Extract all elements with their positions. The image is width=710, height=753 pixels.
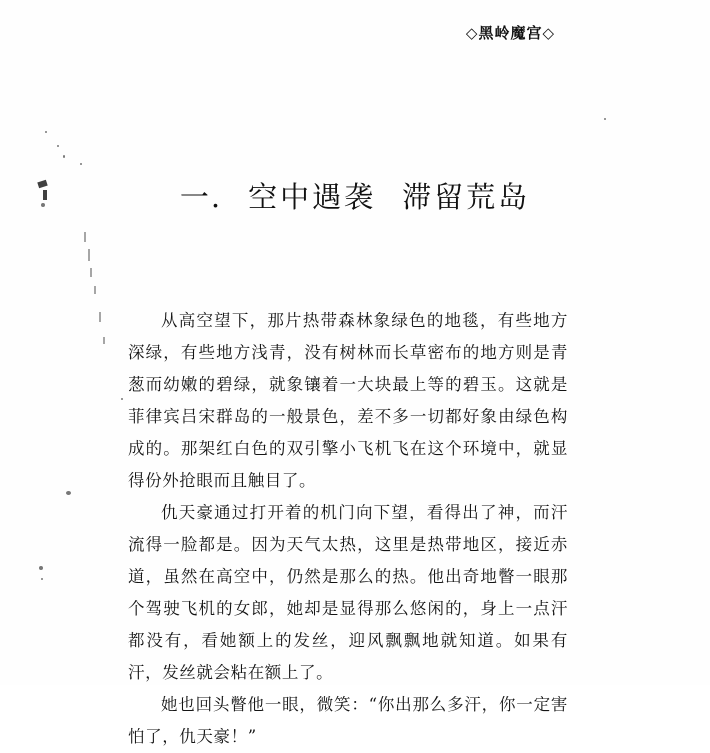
paragraph: 她也回头瞥他一眼，微笑：“你出那么多汗，你一定害怕了，仇天豪！” bbox=[128, 695, 568, 746]
scan-artifact bbox=[41, 578, 43, 580]
scan-artifact bbox=[604, 118, 606, 120]
scan-artifact bbox=[63, 155, 65, 158]
scan-artifact bbox=[103, 337, 105, 344]
paragraph: 从高空望下，那片热带森林象绿色的地毯，有些地方深绿，有些地方浅青，没有树林而长草密布的地方则是青葱而幼嫩的碧绿，就象镶着一大块最上等的碧玉。这就是菲律宾吕宋群岛的一般景色，差不多一切都好象由绿色构成的。那架红白色的双引擎小飞机飞在这个环境中，就显得份外抢眼而且触目了。 bbox=[128, 311, 568, 490]
scan-artifact bbox=[57, 145, 59, 147]
scan-artifact bbox=[99, 312, 101, 322]
scan-artifact bbox=[94, 286, 96, 294]
scan-artifact bbox=[84, 232, 86, 242]
scan-artifact bbox=[80, 163, 82, 165]
scan-artifact bbox=[90, 268, 92, 277]
chapter-number: 一. bbox=[179, 180, 223, 214]
scan-artifact bbox=[45, 131, 47, 133]
scan-artifact bbox=[43, 190, 47, 200]
scan-artifact bbox=[88, 249, 90, 261]
running-head: ◇黑岭魔宫◇ bbox=[465, 24, 555, 42]
paragraph: 仇天豪通过打开着的机门向下望，看得出了神，而汗流得一脸都是。因为天气太热，这里是热带地区，接近赤道，虽然在高空中，仍然是那么的热。他出奇地瞥一眼那个驾驶飞机的女郎，她却是显得那么悠闲的，身上一点汗都没有，看她额上的发丝，迎风飘飘地就知道。如果有汗，发丝就会粘在额上了。 bbox=[128, 503, 568, 682]
body-text bbox=[128, 305, 568, 753]
scan-artifact bbox=[121, 398, 123, 400]
chapter-title-part2: 滞留荒岛 bbox=[402, 180, 531, 214]
chapter-title bbox=[0, 175, 710, 216]
scan-artifact bbox=[39, 566, 43, 570]
scan-artifact bbox=[66, 491, 71, 495]
scan-artifact bbox=[41, 203, 45, 207]
chapter-title-part1: 空中遇袭 bbox=[248, 180, 377, 214]
